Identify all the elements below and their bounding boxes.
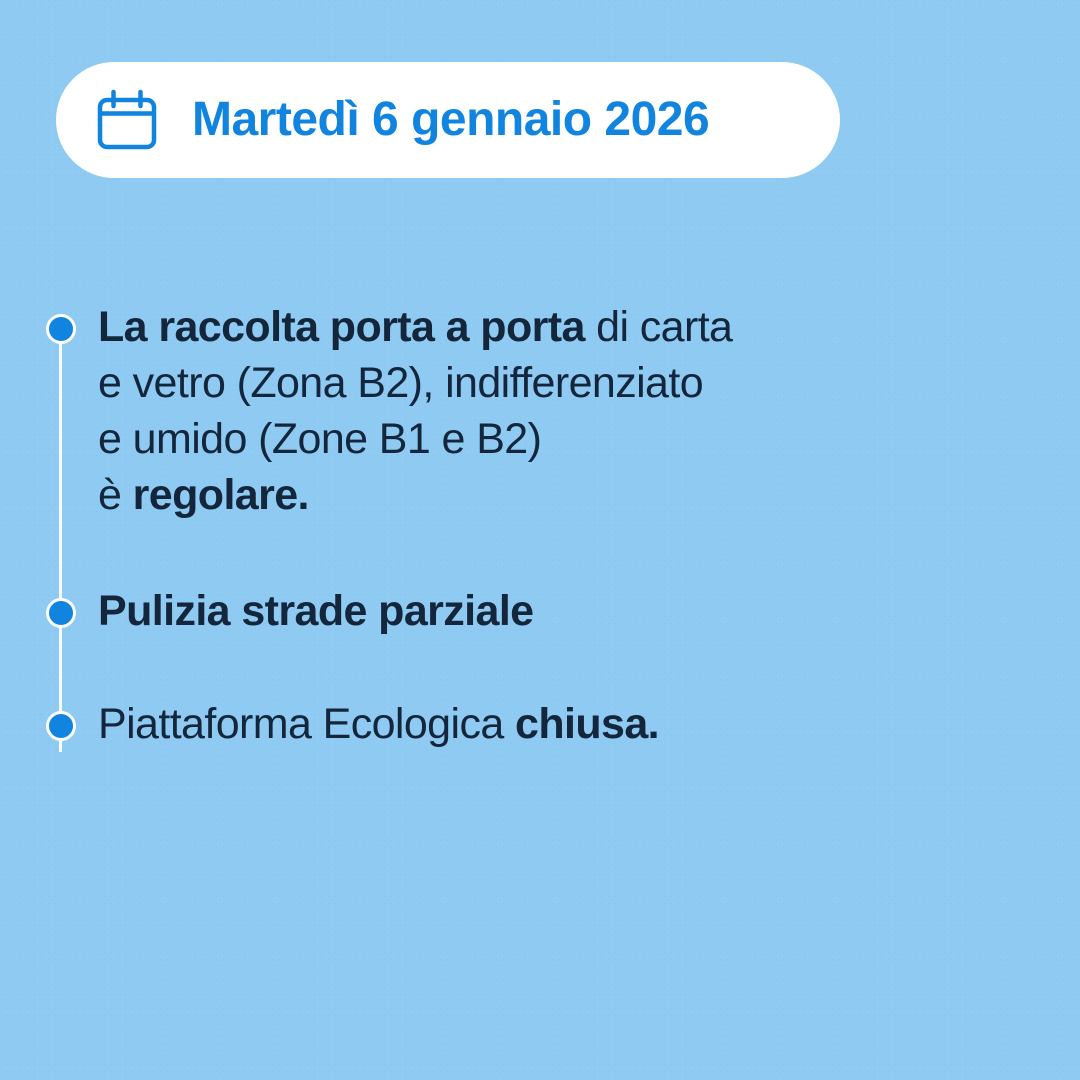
calendar-icon bbox=[96, 89, 158, 151]
date-label: Martedì 6 gennaio 2026 bbox=[192, 93, 710, 146]
timeline-bullet-icon bbox=[46, 711, 76, 741]
list-item bbox=[46, 300, 1026, 524]
list-item-text: La raccolta porta a porta di carta e vetro (Zona B2), indifferenziato e umido (Zone B1 e B2) è regolare. bbox=[98, 303, 733, 519]
date-card bbox=[56, 62, 840, 178]
list-item-text: Pulizia strade parziale bbox=[98, 586, 534, 635]
list-item-text: Piattaforma Ecologica chiusa. bbox=[98, 700, 659, 749]
timeline bbox=[46, 300, 1026, 753]
timeline-bullet-icon bbox=[46, 314, 76, 344]
list-item bbox=[46, 584, 1026, 640]
timeline-bullet-icon bbox=[46, 598, 76, 628]
list-item bbox=[46, 697, 1026, 753]
